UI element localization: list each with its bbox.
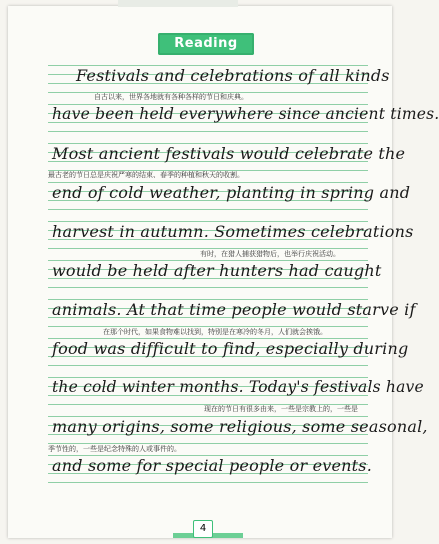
title-banner bbox=[158, 33, 254, 55]
handwriting-line-2: have been held everywhere since ancient times. bbox=[52, 105, 439, 123]
handwriting-line-5: harvest in autumn. Sometimes celebrations bbox=[52, 222, 414, 241]
handwriting-line-7: animals. At that time people would starve if bbox=[52, 300, 416, 319]
handwriting-line-8: food was difficult to find, especially during bbox=[52, 339, 409, 358]
page-number: 4 bbox=[193, 520, 213, 538]
translation-3: 有时，在猎人捕获猎物后，也举行庆祝活动。 bbox=[200, 250, 340, 258]
page-title: Reading bbox=[174, 36, 238, 51]
translation-2: 最古老的节日总是庆祝严寒的结束、春季的种植和秋天的收割。 bbox=[48, 171, 244, 179]
translation-1: 自古以来，世界各地就有各种各样的节日和庆典。 bbox=[94, 93, 248, 101]
handwriting-line-1: Festivals and celebrations of all kinds bbox=[76, 66, 390, 85]
translation-4: 在那个时代，如果食物难以找到，特别是在寒冷的冬月，人们就会挨饿。 bbox=[103, 328, 327, 336]
handwriting-line-10: many origins, some religious, some seasonal, bbox=[52, 417, 428, 436]
workbook-page bbox=[8, 6, 439, 538]
handwriting-line-3: Most ancient festivals would celebrate the bbox=[52, 144, 406, 163]
translation-5: 现在的节日有很多由来，一些是宗教上的，一些是 bbox=[204, 405, 358, 413]
handwriting-line-9: the cold winter months. Today's festivals have bbox=[52, 378, 424, 396]
handwriting-line-6: would be held after hunters had caught bbox=[52, 261, 382, 280]
translation-6: 季节性的，一些是纪念特殊的人或事件的。 bbox=[48, 445, 181, 453]
handwriting-line-4: end of cold weather, planting in spring and bbox=[52, 183, 411, 202]
handwriting-line-11: and some for special people or events. bbox=[52, 456, 373, 475]
